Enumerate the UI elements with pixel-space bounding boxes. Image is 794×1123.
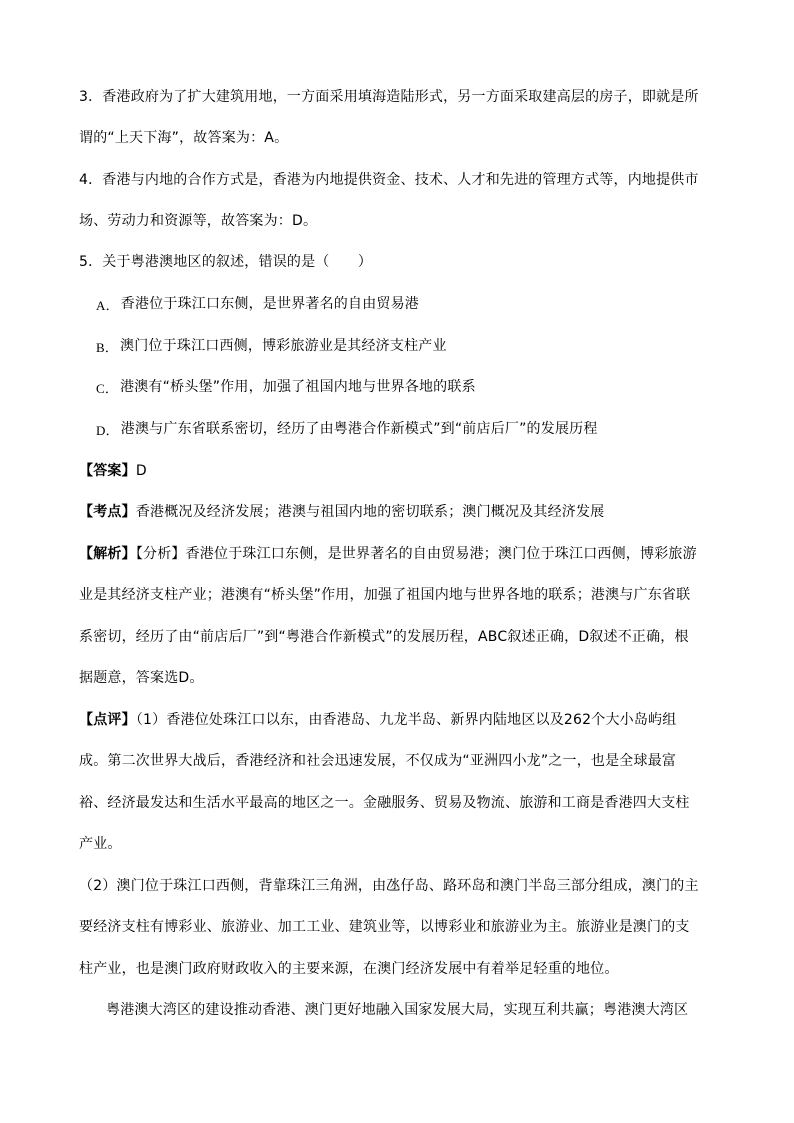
dianping-label: 【点评】 [79,712,136,728]
option-d-text: 港澳与广东省联系密切，经历了由粤港合作新模式”到“前店后厂”的发展历程 [120,421,598,437]
option-b [96,336,734,358]
dianping-p2-line-1: （2）澳门位于珠江口西侧，背靠珠江三角洲，由氹仔岛、路环岛和澳门半岛三部分组成，澳门的主 [79,878,699,894]
q5-stem: 5．关于粤港澳地区的叙述，错误的是（ ） [79,254,373,270]
option-c-text: 港澳有“桥头堡”作用，加强了祖国内地与世界各地的联系 [120,379,476,395]
q3-line-1: 3．香港政府为了扩大建筑用地，一方面采用填海造陆形式，另一方面采取建高层的房子，即就是所 [79,89,699,105]
answer-line [79,461,734,481]
q4-line-2: 场、劳动力和资源等，故答案为：D。 [79,213,318,229]
option-b-text: 澳门位于珠江口西侧，博彩旅游业是其经济支柱产业 [120,338,447,354]
jiexi-text-1: 【分析】香港位于珠江口东侧，是世界著名的自由贸易港；澳门位于珠江口西侧，博彩旅游 [135,546,697,562]
dianping-line-4: 产业。 [79,836,122,852]
jiexi-label: 【解析】 [79,546,136,562]
dianping-line-1 [79,710,734,730]
dianping-p2-line-2: 要经济支柱有博彩业、旅游业、加工工业、建筑业等，以博彩业和旅游业为主。旅游业是澳门的支 [79,919,690,935]
dianping-line-3: 裕、经济最发达和生活水平最高的地区之一。金融服务、贸易及物流、旅游和工商是香港四大支柱 [79,795,690,811]
option-a-letter: A． [96,298,119,313]
kaodian-line [79,502,734,522]
q4-line-1: 4．香港与内地的合作方式是，香港为内地提供资金、技术、人才和先进的管理方式等，内地提供市 [79,172,699,188]
answer-value: D [135,463,147,479]
option-d-letter: D． [96,423,119,438]
answer-label: 【答案】 [79,463,136,479]
dianping-text-1: （1）香港位处珠江口以东，由香港岛、九龙半岛、新界内陆地区以及262个大小岛屿组 [135,712,677,728]
jiexi-line-1 [79,544,734,564]
option-b-letter: B． [96,340,119,355]
jiexi-line-2: 业是其经济支柱产业；港澳有“桥头堡”作用，加强了祖国内地与世界各地的联系；港澳与广东省联 [79,587,691,603]
kaodian-value: 香港概况及经济发展；港澳与祖国内地的密切联系；澳门概况及其经济发展 [135,504,605,520]
option-c [96,377,734,399]
option-d [96,419,734,441]
dianping-line-2: 成。第二次世界大战后，香港经济和社会迅速发展，不仅成为“亚洲四小龙”之一，也是全球最富 [79,753,677,769]
option-c-letter: C． [96,381,119,396]
jiexi-line-3: 系密切，经历了由“前店后厂”到“粤港合作新模式”的发展历程，ABC叙述正确，D叙述不正确，根 [79,629,689,645]
option-a-text: 香港位于珠江口东侧，是世界著名的自由贸易港 [120,296,419,312]
dianping-p3-line-1: 粤港澳大湾区的建设推动香港、澳门更好地融入国家发展大局，实现互利共赢；粤港澳大湾区 [106,1002,689,1018]
jiexi-line-4: 据题意，答案选D。 [79,670,204,686]
dianping-p2-line-3: 柱产业，也是澳门政府财政收入的主要来源，在澳门经济发展中有着举足轻重的地位。 [79,961,619,977]
option-a [96,294,734,316]
kaodian-label: 【考点】 [79,504,136,520]
q3-line-2: 谓的“上天下海”，故答案为：A。 [79,130,289,146]
